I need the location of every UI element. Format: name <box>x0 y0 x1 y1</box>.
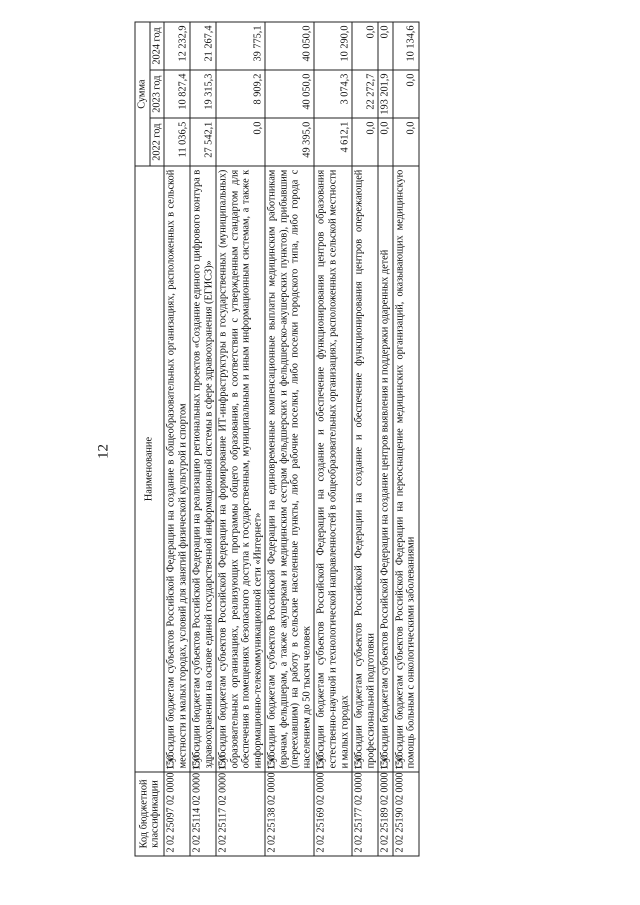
name-cell: Субсидии бюджетам субъектов Российской Федерации на формирование ИТ-инфраструктуры в государственных (муниципальных) образовательных организациях, реализующих программы общего образования, в соответствии с утвержденным стандартом для обеспечения в помещениях безопасного доступа к государственным, муниципальным и иным информационным системам, а также к информационно-телекоммуникационной сети «Интернет» <box>216 166 265 772</box>
value-2024-cell: 0,0 <box>378 22 393 70</box>
code-cell: 2 02 25177 02 0000 150 <box>352 772 378 856</box>
value-2023-cell: 8 909,2 <box>216 70 265 118</box>
budget-table <box>135 22 420 857</box>
value-2023-cell: 0,0 <box>393 70 419 118</box>
name-cell: Субсидии бюджетам субъектов Российской Федерации на реализацию региональных проектов «Создание единого цифрового контура в здравоохранении на основе единой государственной информационной системы в сфере здравоохранения (ЕГИСЗ)» <box>190 166 216 772</box>
value-2023-cell: 19 315,3 <box>190 70 216 118</box>
table-row <box>393 22 419 856</box>
year-header-2022: 2022 год <box>150 118 165 166</box>
name-cell: Субсидии бюджетам субъектов Российской Федерации на создание в общеобразовательных организациях, расположенных в сельской местности и малых городах, условий для занятий физической культурой и спортом <box>164 166 190 772</box>
value-2024-cell: 12 232,9 <box>164 22 190 70</box>
value-2023-cell: 10 827,4 <box>164 70 190 118</box>
value-2022-cell: 0,0 <box>216 118 265 166</box>
code-cell: 2 02 25138 02 0000 150 <box>265 772 314 856</box>
value-2022-cell: 0,0 <box>393 118 419 166</box>
value-2022-cell: 0,0 <box>352 118 378 166</box>
value-2024-cell: 21 267,4 <box>190 22 216 70</box>
value-2023-cell: 40 050,0 <box>265 70 314 118</box>
table-row <box>378 22 393 856</box>
value-2023-cell: 3 074,3 <box>314 70 352 118</box>
code-cell: 2 02 25097 02 0000 150 <box>164 772 190 856</box>
value-2023-cell: 22 272,7 <box>352 70 378 118</box>
code-cell: 2 02 25114 02 0000 150 <box>190 772 216 856</box>
sum-header: Сумма <box>135 22 150 166</box>
year-header-2023: 2023 год <box>150 70 165 118</box>
name-cell: Субсидии бюджетам субъектов Российской Федерации на переоснащение медицинских организаций, оказывающих медицинскую помощь больным с онкологическими заболеваниями <box>393 166 419 772</box>
value-2024-cell: 0,0 <box>352 22 378 70</box>
code-cell: 2 02 25190 02 0000 150 <box>393 772 419 856</box>
value-2024-cell: 39 775,1 <box>216 22 265 70</box>
name-cell: Субсидии бюджетам субъектов Российской Федерации на единовременные компенсационные выплаты медицинским работникам (врачам, фельдшерам, а также акушеркам и медицинским сестрам фельдшерских и фельдшерско-акушерских пунктов), прибывшим (переехавшим) на работу в сельские населенные пункты, либо рабочие поселки, либо поселки городского типа, либо города с населением до 50 тысяч человек <box>265 166 314 772</box>
name-cell: Субсидии бюджетам субъектов Российской Федерации на создание центров выявления и поддержки одаренных детей <box>378 166 393 772</box>
code-header: Код бюджетной классификации <box>135 772 164 856</box>
value-2024-cell: 10 290,0 <box>314 22 352 70</box>
code-cell: 2 02 25169 02 0000 150 <box>314 772 352 856</box>
value-2024-cell: 40 050,0 <box>265 22 314 70</box>
value-2022-cell: 27 542,1 <box>190 118 216 166</box>
name-header: Наименование <box>135 166 164 772</box>
budget-table-rotated <box>135 22 635 857</box>
table-row <box>314 22 352 856</box>
table-row <box>352 22 378 856</box>
value-2022-cell: 0,0 <box>378 118 393 166</box>
value-2023-cell: 193 201,9 <box>378 70 393 118</box>
name-cell: Субсидии бюджетам субъектов Российской Федерации на создание и обеспечение функционирования центров образования естественно-научной и технологической направленностей в общеобразовательных организациях, расположенных в сельской местности и малых городах <box>314 166 352 772</box>
code-cell: 2 02 25189 02 0000 150 <box>378 772 393 856</box>
value-2022-cell: 11 036,5 <box>164 118 190 166</box>
value-2022-cell: 4 612,1 <box>314 118 352 166</box>
table-row <box>190 22 216 856</box>
table-row <box>164 22 190 856</box>
year-header-2024: 2024 год <box>150 22 165 70</box>
table-row <box>216 22 265 856</box>
table-row <box>265 22 314 856</box>
name-cell: Субсидии бюджетам субъектов Российской Федерации на создание и обеспечение функционирования центров опережающей профессиональной подготовки <box>352 166 378 772</box>
code-cell: 2 02 25117 02 0000 150 <box>216 772 265 856</box>
header-row <box>135 22 150 856</box>
value-2024-cell: 10 134,6 <box>393 22 419 70</box>
value-2022-cell: 49 395,0 <box>265 118 314 166</box>
page-number: 12 <box>95 444 112 459</box>
